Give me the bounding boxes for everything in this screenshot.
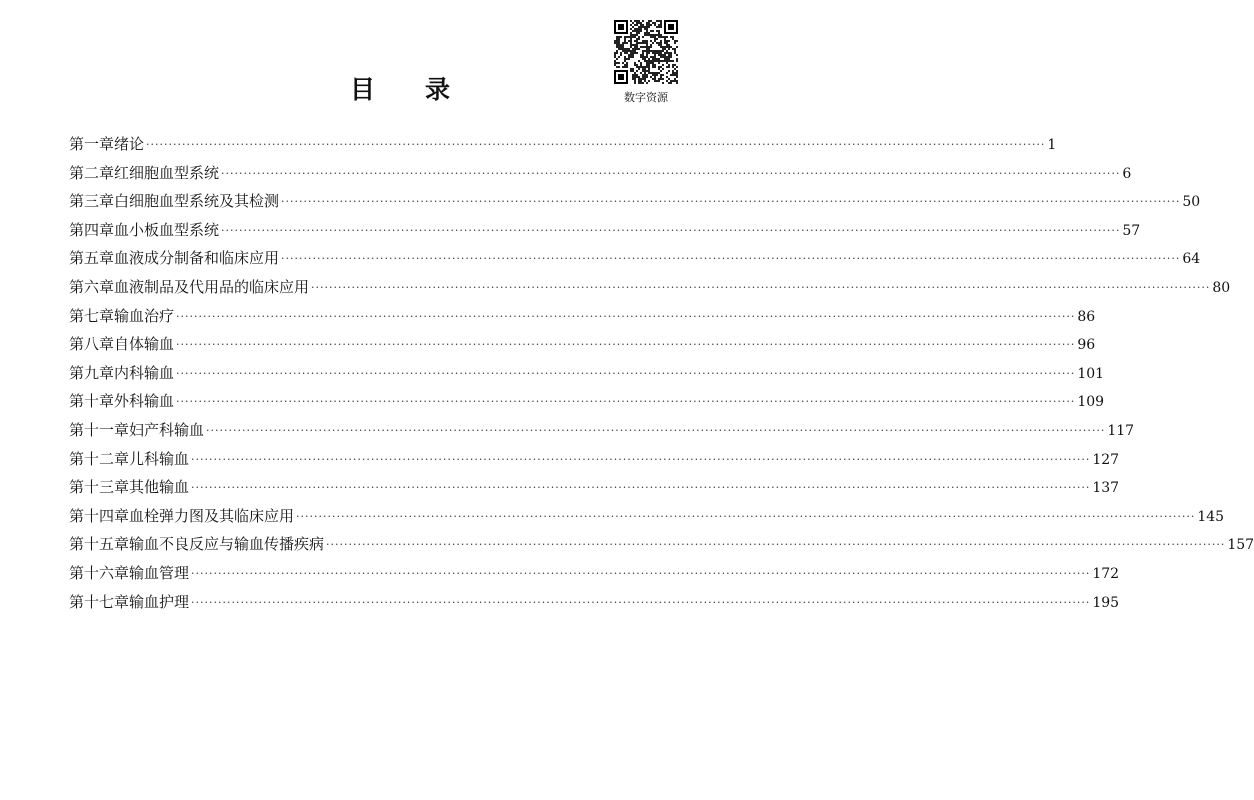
dot-leader: ········································································································································································································ — [191, 566, 1091, 580]
page-number: 127 — [1092, 451, 1120, 468]
chapter-title: 自体输血 — [114, 335, 175, 354]
chapter-number: 第七章 — [69, 306, 115, 325]
page-number: 80 — [1212, 279, 1231, 296]
dot-leader: ········································································································································································································ — [176, 338, 1076, 352]
dot-leader: ········································································································································································································ — [191, 452, 1091, 466]
page-number: 57 — [1122, 222, 1141, 239]
title-char-2: 录 — [425, 75, 451, 104]
chapter-number: 第四章 — [69, 220, 115, 239]
chapter-title: 血液成分制备和临床应用 — [114, 249, 280, 268]
chapter-title: 外科输血 — [114, 392, 175, 411]
chapter-number: 第十五章 — [69, 535, 130, 554]
toc-entry[interactable] — [69, 390, 1105, 419]
chapter-number: 第十六章 — [69, 563, 130, 582]
chapter-number: 第六章 — [69, 277, 115, 296]
dot-leader: ········································································································································································································ — [221, 166, 1121, 180]
page-number: 137 — [1092, 480, 1120, 497]
page-number: 101 — [1077, 365, 1105, 382]
chapter-title: 绪论 — [114, 135, 145, 153]
toc-entry[interactable] — [69, 476, 1120, 505]
toc-entry[interactable] — [69, 190, 1201, 219]
chapter-title: 白细胞血型系统及其检测 — [114, 192, 280, 211]
toc-entry[interactable] — [69, 505, 1225, 534]
chapter-title: 妇产科输血 — [129, 420, 205, 439]
qr-code-icon[interactable] — [614, 20, 678, 84]
toc-entry[interactable] — [69, 591, 1120, 620]
toc-entry[interactable] — [69, 448, 1120, 477]
dot-leader: ········································································································································································································ — [296, 509, 1196, 523]
dot-leader: ········································································································································································································ — [176, 309, 1076, 323]
dot-leader: ········································································································································································································ — [146, 138, 1046, 151]
dot-leader: ········································································································································································································ — [281, 252, 1181, 266]
title-char-1: 目 — [349, 75, 375, 104]
page-number: 117 — [1107, 422, 1135, 439]
dot-leader: ········································································································································································································ — [326, 538, 1226, 552]
chapter-title: 输血护理 — [129, 592, 190, 611]
toc-entry[interactable] — [69, 247, 1201, 276]
page-number: 6 — [1122, 165, 1132, 182]
dot-leader: ········································································································································································································ — [206, 423, 1106, 437]
toc-entry[interactable] — [69, 562, 1120, 591]
toc-entry[interactable] — [69, 305, 1096, 334]
dot-leader: ········································································································································································································ — [221, 223, 1121, 237]
page-number: 157 — [1227, 537, 1254, 554]
qr-label: 数字资源 — [624, 91, 668, 104]
page-number: 145 — [1197, 508, 1225, 525]
chapter-title: 输血不良反应与输血传播疾病 — [129, 535, 325, 554]
qr-code-block — [614, 20, 680, 105]
chapter-number: 第十三章 — [69, 478, 130, 497]
page-number: 64 — [1182, 251, 1201, 268]
page-number: 195 — [1092, 594, 1120, 611]
chapter-number: 第八章 — [69, 335, 115, 354]
toc-entry[interactable] — [69, 162, 1132, 191]
chapter-title: 内科输血 — [114, 363, 175, 382]
page-number: 50 — [1182, 194, 1201, 211]
dot-leader: ········································································································································································································ — [176, 395, 1076, 409]
dot-leader: ········································································································································································································ — [281, 195, 1181, 209]
toc-entry[interactable] — [69, 419, 1135, 448]
toc-entry[interactable] — [69, 362, 1105, 391]
toc-entry[interactable] — [69, 133, 1057, 162]
toc-entry[interactable] — [69, 219, 1141, 248]
dot-leader: ········································································································································································································ — [311, 280, 1211, 294]
chapter-title: 红细胞血型系统 — [114, 163, 220, 182]
chapter-number: 第十七章 — [69, 592, 130, 611]
toc-entry[interactable] — [69, 333, 1096, 362]
chapter-number: 第十章 — [69, 392, 115, 411]
chapter-title: 血栓弹力图及其临床应用 — [129, 506, 295, 525]
chapter-number: 第十二章 — [69, 449, 130, 468]
dot-leader: ········································································································································································································ — [176, 366, 1076, 380]
chapter-title: 输血管理 — [129, 563, 190, 582]
page-number: 109 — [1077, 394, 1105, 411]
chapter-number: 第九章 — [69, 363, 115, 382]
chapter-number: 第二章 — [69, 163, 115, 182]
chapter-number: 第三章 — [69, 192, 115, 211]
page-number: 172 — [1092, 565, 1120, 582]
chapter-number: 第十一章 — [69, 420, 130, 439]
page-number: 86 — [1077, 308, 1096, 325]
chapter-title: 血小板血型系统 — [114, 220, 220, 239]
page-number: 96 — [1077, 337, 1096, 354]
chapter-title: 血液制品及代用品的临床应用 — [114, 277, 310, 296]
table-of-contents — [69, 133, 1254, 619]
chapter-title: 儿科输血 — [129, 449, 190, 468]
dot-leader: ········································································································································································································ — [191, 595, 1091, 609]
chapter-title: 输血治疗 — [114, 306, 175, 325]
page-number: 1 — [1047, 137, 1057, 153]
chapter-number: 第一章 — [69, 135, 115, 153]
chapter-number: 第五章 — [69, 249, 115, 268]
toc-entry[interactable] — [69, 533, 1254, 562]
toc-entry[interactable] — [69, 276, 1231, 305]
chapter-number: 第十四章 — [69, 506, 130, 525]
page-title — [0, 70, 800, 106]
dot-leader: ········································································································································································································ — [191, 481, 1091, 495]
chapter-title: 其他输血 — [129, 478, 190, 497]
